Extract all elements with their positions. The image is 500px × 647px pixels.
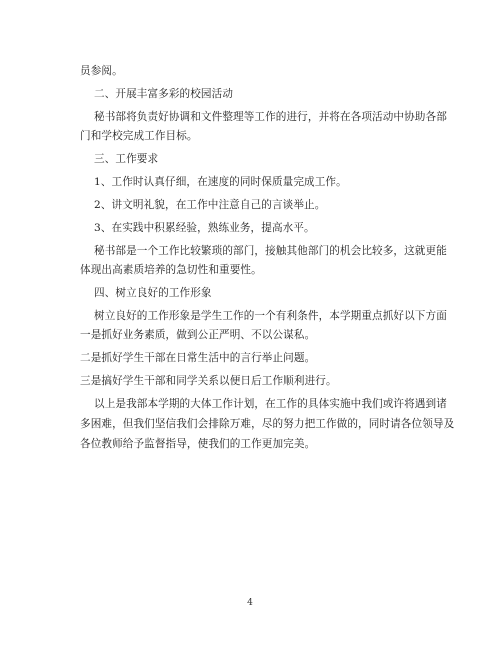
text-line: 秘书部是一个工作比较繁琐的部门，接触其他部门的机会比较多，这就更能 [94, 245, 447, 257]
text-line: 各位教师给予监督指导，使我们的工作更加完美。 [80, 438, 316, 450]
section-heading: 三、工作要求 [94, 153, 159, 165]
list-item: 2、讲文明礼貌，在工作中注意自己的言谈举止。 [94, 199, 326, 211]
text-line: 以上是我部本学期的大体工作计划，在工作的具体实施中我们或许将遇到诸 [94, 398, 447, 410]
list-item: 三是搞好学生干部和同学关系以便日后工作顺利进行。 [80, 375, 337, 387]
text-line: 体现出高素质培养的急切性和重要性。 [80, 264, 262, 276]
page-number: 4 [247, 598, 253, 608]
list-item: 一是抓好业务素质，做到公正严明、不以公谋私。 [80, 329, 316, 341]
list-item: 3、在实践中积累经验，熟练业务，提高水平。 [94, 222, 315, 234]
text-line: 门和学校完成工作目标。 [80, 130, 198, 142]
section-heading: 二、开展丰富多彩的校园活动 [94, 88, 234, 100]
text-line: 多困难，但我们坚信我们会排除万难，尽的努力把工作做的，同时请各位领导及 [80, 418, 455, 430]
section-heading: 四、树立良好的工作形象 [94, 287, 212, 299]
text-line: 树立良好的工作形象是学生工作的一个有利条件，本学期重点抓好以下方面 [94, 310, 447, 322]
list-item: 二是抓好学生干部在日常生活中的言行举止问题。 [80, 352, 316, 364]
text-line: 员参阅。 [80, 65, 123, 77]
list-item: 1、工作时认真仔细，在速度的同时保质量完成工作。 [94, 176, 347, 188]
text-line: 秘书部将负责好协调和文件整理等工作的进行，并将在各项活动中协助各部 [94, 111, 447, 123]
